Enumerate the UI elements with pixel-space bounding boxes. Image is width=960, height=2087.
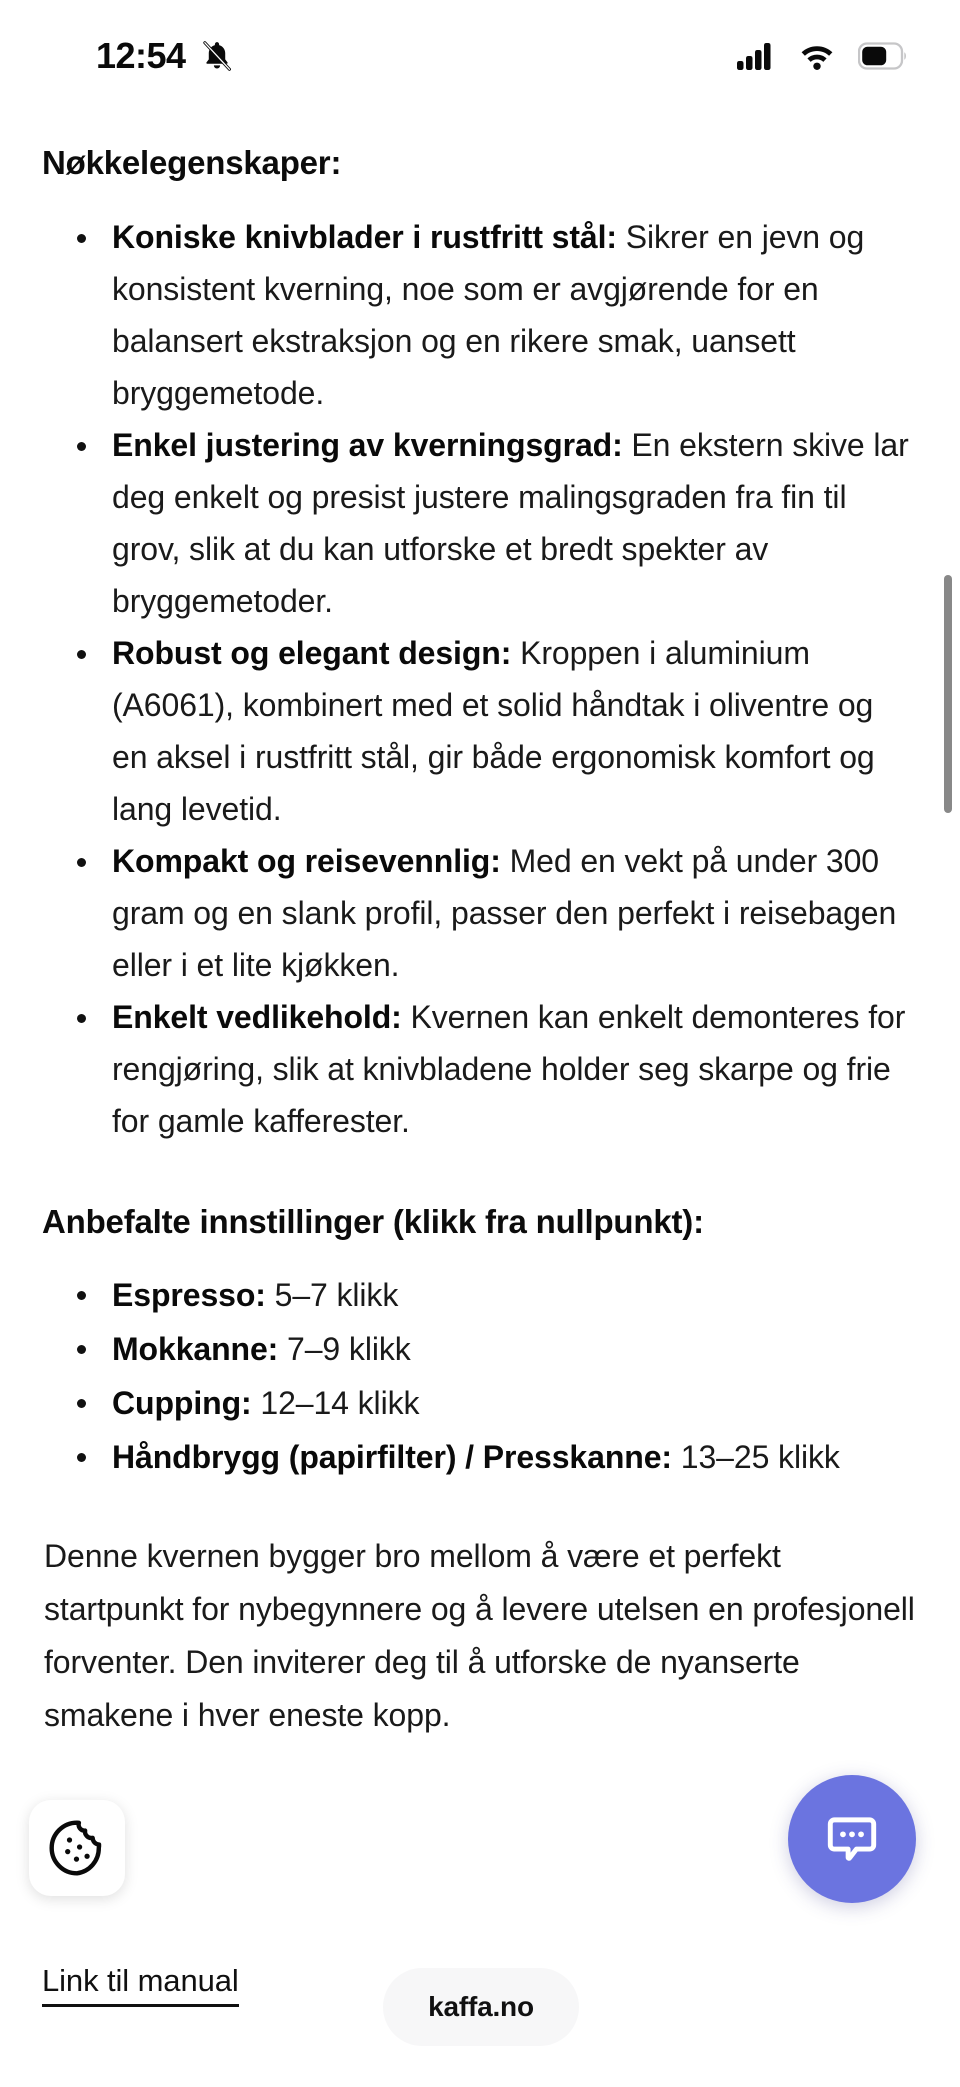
domain-badge: kaffa.no xyxy=(383,1968,579,2046)
list-item xyxy=(42,1268,916,1322)
features-list xyxy=(42,211,916,1147)
feature-body: En ekstern skive lar deg enkelt og presist justere malingsgraden fra fin til grov, slik at du kan utforske et bredt spekter av bryggemetoder. xyxy=(112,426,909,619)
scrollbar-thumb[interactable] xyxy=(944,575,952,813)
list-item xyxy=(42,991,916,1147)
manual-link[interactable]: Link til manual xyxy=(42,1963,239,2007)
feature-body: Kroppen i aluminium (A6061), kombinert med et solid håndtak i oliventre og en aksel i rustfritt stål, gir både ergonomisk komfort og lang levetid. xyxy=(112,634,875,827)
feature-lead: Kompakt og reisevennlig: xyxy=(112,842,501,879)
feature-body: Med en vekt på under 300 gram og en slank profil, passer den perfekt i reisebagen eller i et lite kjøkken. xyxy=(112,842,897,983)
settings-list xyxy=(42,1268,916,1484)
bell-muted-icon xyxy=(200,39,234,73)
status-bar-right xyxy=(736,41,908,71)
feature-lead: Koniske knivblader i rustfritt stål: xyxy=(112,218,617,255)
closing-paragraph: Denne kvernen bygger bro mellom å være et perfekt startpunkt for nybegynnere og å levere utelsen en profesjonell forventer. Den inviterer deg til å utforske de nyanserte smakene i hver eneste kopp. xyxy=(44,1537,915,1733)
setting-value: 7–9 klikk xyxy=(278,1330,411,1367)
list-item xyxy=(42,419,916,627)
feature-body: Kvernen kan enkelt demonteres for rengjøring, slik at knivbladene holder seg skarpe og frie for gamle kafferester. xyxy=(112,998,906,1139)
list-item xyxy=(42,1430,916,1484)
cellular-signal-icon xyxy=(736,41,776,71)
list-item xyxy=(42,1376,916,1430)
cookie-icon xyxy=(46,1817,108,1879)
chat-bubble-icon xyxy=(821,1808,883,1870)
setting-value: 13–25 klikk xyxy=(671,1438,840,1475)
features-heading: Nøkkelegenskaper: xyxy=(42,144,342,181)
status-bar xyxy=(0,0,960,112)
setting-lead: Håndbrygg (papirfilter) / Presskanne: xyxy=(112,1438,672,1475)
footer xyxy=(42,1963,239,2007)
list-item xyxy=(42,1322,916,1376)
setting-lead: Cupping: xyxy=(112,1384,252,1421)
feature-lead: Enkelt vedlikehold: xyxy=(112,998,402,1035)
status-bar-left xyxy=(96,35,234,77)
settings-heading: Anbefalte innstillinger (klikk fra nullpunkt): xyxy=(42,1202,704,1240)
setting-value: 12–14 klikk xyxy=(251,1384,420,1421)
cookie-consent-button[interactable] xyxy=(29,1800,125,1896)
list-item xyxy=(42,211,916,419)
setting-value: 5–7 klikk xyxy=(265,1276,399,1313)
chat-button[interactable] xyxy=(788,1775,916,1903)
feature-lead: Enkel justering av kverningsgrad: xyxy=(112,426,623,463)
list-item xyxy=(42,627,916,835)
battery-icon xyxy=(858,42,908,70)
feature-body: Sikrer en jevn og konsistent kverning, noe som er avgjørende for en balansert ekstraksjon og en rikere smak, uansett bryggemetode. xyxy=(112,218,865,411)
setting-lead: Mokkanne: xyxy=(112,1330,279,1367)
feature-lead: Robust og elegant design: xyxy=(112,634,512,671)
setting-lead: Espresso: xyxy=(112,1276,266,1313)
wifi-icon xyxy=(798,41,836,71)
status-bar-clock: 12:54 xyxy=(96,35,186,76)
list-item xyxy=(42,835,916,991)
page-content xyxy=(0,112,960,1742)
